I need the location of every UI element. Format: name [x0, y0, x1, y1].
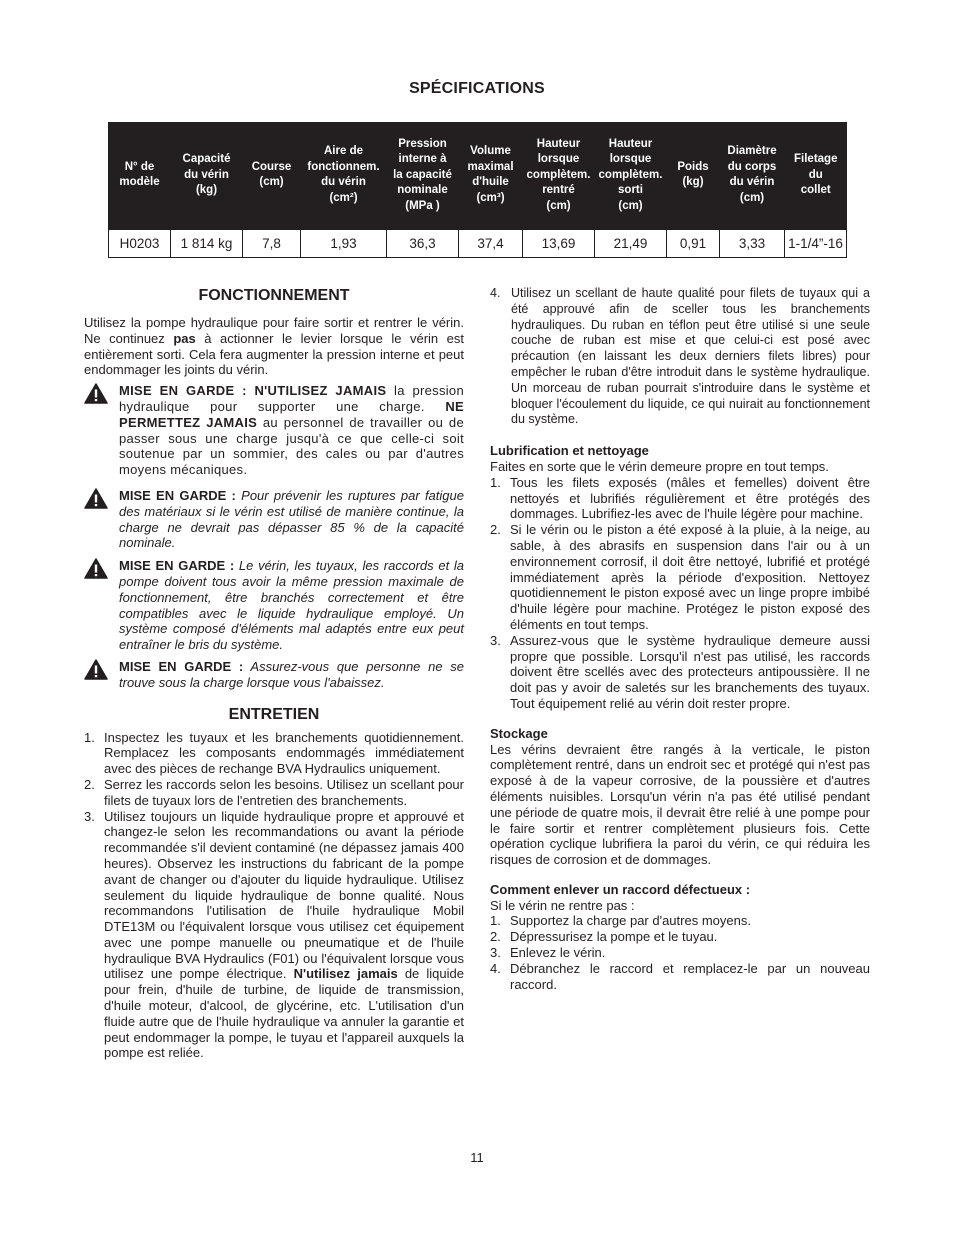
- specifications-table: [108, 122, 847, 258]
- table-cell: 36,3: [387, 229, 459, 257]
- warning-triangle-icon: [84, 659, 108, 680]
- table-cell: 1 814 kg: [171, 229, 243, 257]
- fitting-list: [490, 913, 870, 992]
- subheading-stockage: Stockage: [490, 725, 548, 741]
- right-column: [490, 286, 870, 992]
- column-header: Hauteur lorsque complètem. rentré (cm): [523, 122, 595, 229]
- list-item: 1. Inspectez les tuyaux et les branchements quotidiennement. Remplacez les composants endommagés immédiatement avec des pièces de rechange BVA Hydraulics uniquement.: [84, 729, 464, 777]
- page-number: 11: [470, 1150, 484, 1165]
- table-cell: 37,4: [459, 229, 523, 257]
- column-header: Capacité du vérin (kg): [171, 122, 243, 229]
- table-cell: 3,33: [720, 229, 785, 257]
- table-cell: 21,49: [595, 229, 667, 257]
- subheading-lubrification: Lubrification et nettoyage: [490, 443, 649, 459]
- warning-triangle-icon: [84, 488, 108, 509]
- left-column: [84, 286, 464, 1061]
- section-title-specifications: SPÉCIFICATIONS: [409, 80, 545, 97]
- warning-triangle-icon: [84, 558, 108, 579]
- list-item: 3. Assurez-vous que le système hydraulique demeure aussi propre que possible. Lorsqu'il n'est pas utilisé, les raccords doivent être scellés avec des protecteurs antipoussière. Il ne doit pas y avoir de saletés sur les branchements des tuyaux. Tout équipement relié au vérin doit rester propre.: [490, 632, 870, 711]
- column-header: Course (cm): [243, 122, 301, 229]
- list-item: 2. Dépressurisez la pompe et le tuyau.: [490, 929, 718, 945]
- table-cell: 0,91: [667, 229, 720, 257]
- list-item: 2. Serrez les raccords selon les besoins. Utilisez un scellant pour filets de tuyaux lors de l'entretien des branchements.: [84, 776, 464, 808]
- column-header: Pression interne à la capacité nominale (MPa ): [387, 122, 459, 229]
- column-header: Poids (kg): [667, 122, 720, 229]
- list-item: 2. Si le vérin ou le piston a été exposé à la pluie, à la neige, au sable, à des abrasifs en suspension dans l'air ou à un environnement corrosif, il doit être nettoyé, lubrifié et protégé immédiatement après la période d'exposition. Nettoyez quotidiennement le piston exposé avec un linge propre imbibé d'huile légère pour machine. Protégez le piston exposé des éléments en tout temps.: [490, 522, 870, 632]
- section-heading-entretien: ENTRETIEN: [228, 705, 320, 723]
- fitting-intro: Si le vérin ne rentre pas :: [490, 897, 635, 913]
- list-item: 1. Tous les filets exposés (mâles et femelles) doivent être nettoyés et lubrifiés régulièrement et être protégés des dommages. Lubrifiez-les avec de l'huile légère pour machine.: [490, 474, 870, 522]
- column-header: Filetage du collet: [785, 122, 847, 229]
- subheading-raccord: Comment enlever un raccord défectueux :: [490, 881, 751, 897]
- column-header: Aire de fonctionnem. du vérin (cm²): [301, 122, 387, 229]
- list-item: 3. Utilisez toujours un liquide hydraulique propre et approuvé et changez-le selon les recommandations ou avant la période recommandée s'il devient contaminé (ne dépassez jamais 400 heures). Observez les instructions du fabricant de la pompe avant de changer ou d'ajouter du liquide hydraulique. Utilisez seulement du liquide hydraulique de bonne qualité. Nous recommandons l'utilisation de l'huile hydraulique Mobil DTE13M ou l'équivalent lorsque vous utilisez cet équipement avec une pompe manuelle ou pneumatique et de l'huile hydraulique BVA Hydraulics (F01) ou l'équivalent lorsque vous utilisez une pompe électrique. N'utilisez jamais de liquide pour frein, d'huile de turbine, de liquide de transmission, d'huile moteur, d'alcool, de glycérine, etc. L'utilisation d'un fluide autre que de l'huile hydraulique va annuler la garantie et peut endommager la pompe, le tuyau et l'appareil auxquels la pompe est reliée.: [84, 808, 464, 1061]
- warning-triangle-icon: [84, 383, 108, 404]
- table-cell: 13,69: [523, 229, 595, 257]
- column-header: N° de modèle: [109, 122, 171, 229]
- table-cell: H0203: [109, 229, 171, 257]
- column-header: Diamètre du corps du vérin (cm): [720, 122, 785, 229]
- section-heading-fonctionnement: FONCTIONNEMENT: [198, 287, 350, 304]
- list-item: 4. Utilisez un scellant de haute qualité pour filets de tuyaux qui a été approuvé afin de sceller tous les branchements hydrauliques. Du ruban en téflon peut être utilisé si une seule couche de ruban est mise et que celui-ci est posé avec précaution (en laissant les deux derniers filets libres) pour empêcher le ruban d'être introduit dans le système hydraulique. Un morceau de ruban pourrait s'introduire dans le système et bloquer l'écoulement du liquide, ce qui nuirait au fonctionnement du système.: [490, 286, 870, 427]
- list-item: 3. Enlevez le vérin.: [490, 945, 606, 961]
- lubrication-intro: Faites en sorte que le vérin demeure propre en tout temps.: [490, 458, 829, 474]
- lubrication-list: [490, 475, 870, 712]
- column-header: Hauteur lorsque complètem. sorti (cm): [595, 122, 667, 229]
- storage-paragraph: Les vérins devraient être rangés à la verticale, le piston complètement rentré, dans un endroit sec et protégé qui n'est pas exposé à de la vapeur corrosive, de la poussière et d'autres éléments nuisibles. Lorsqu'un vérin n'a pas été utilisé pendant une période de quatre mois, il devrait être relié à une pompe pour le faire sortir et rentrer complètement plusieurs fois. Cette opération cyclique lubrifiera la paroi du vérin, ce qui réduira les risques de corrosion et de dommages.: [490, 741, 870, 868]
- operation-intro-paragraph: Utilisez la pompe hydraulique pour faire sortir et rentrer le vérin. Ne continuez pas à actionner le levier lorsque le vérin est entièrement sorti. Cela fera augmenter la pression interne et peut endommager les joints du vérin.: [84, 315, 465, 378]
- warning-block-hydraulic-support: MISE EN GARDE : N'UTILISEZ JAMAIS la pression hydraulique pour supporter une charge. NE PERMETTEZ JAMAIS au personnel de travailler ou de passer sous une charge jusqu'à ce que celle-ci soit soutenue par un sommier, des cales ou par d'autres moyens mécaniques.: [84, 383, 464, 478]
- table-cell: 1,93: [301, 229, 387, 257]
- list-item: 4. Débranchez le raccord et remplacez-le par un nouveau raccord.: [490, 960, 870, 992]
- table-cell: 1-1/4”-16: [785, 229, 847, 257]
- list-item: 1. Supportez la charge par d'autres moyens.: [490, 913, 751, 929]
- warning-block-pressure-compatibility: MISE EN GARDE : Le vérin, les tuyaux, les raccords et la pompe doivent tous avoir la même pression maximale de fonctionnement, être branchés correctement et être compatibles avec le liquide hydraulique employé. Un système composé d'éléments mal adaptés entre eux peut entraîner le bris du système.: [84, 558, 464, 653]
- maintenance-list: [84, 730, 464, 1062]
- warning-block-lowering-load: MISE EN GARDE : Assurez-vous que personne ne se trouve sous la charge lorsque vous l'abaissez.: [84, 659, 464, 691]
- table-row: [109, 229, 847, 257]
- warning-block-fatigue: MISE EN GARDE : Pour prévenir les ruptures par fatigue des matériaux si le vérin est utilisé de manière continue, la charge ne devrait pas dépasser 85 % de la capacité nominale.: [84, 488, 464, 551]
- column-header: Volume maximal d'huile (cm³): [459, 122, 523, 229]
- table-header-row: [109, 122, 847, 229]
- table-cell: 7,8: [243, 229, 301, 257]
